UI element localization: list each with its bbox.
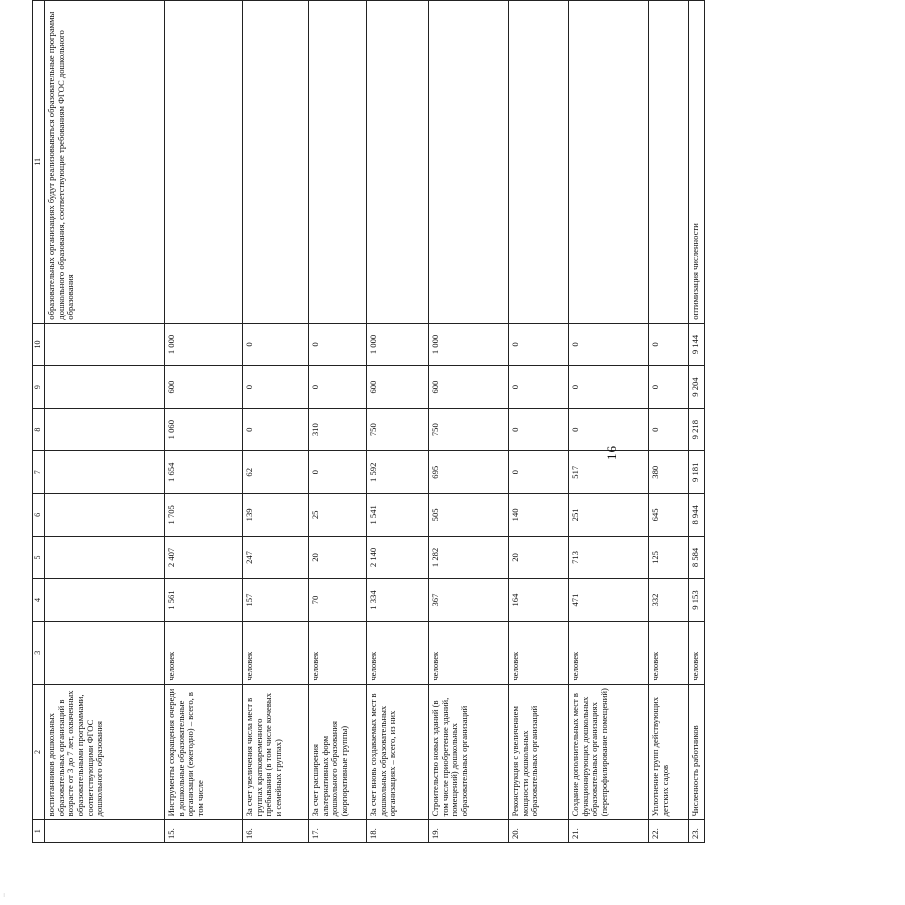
value-cell: 1 561	[165, 579, 243, 622]
value-cell: 1 060	[165, 408, 243, 451]
value-cell: 9 153	[689, 579, 705, 622]
value-cell: 0	[509, 323, 569, 366]
value-cell: 600	[165, 366, 243, 409]
value-cell	[45, 408, 165, 451]
value-cell: 517	[569, 451, 649, 494]
value-cell: 0	[509, 451, 569, 494]
value-cell: 0	[649, 408, 689, 451]
value-cell: 750	[429, 408, 509, 451]
unit-cell: человек	[367, 621, 429, 684]
header-cell: 8	[33, 408, 45, 451]
value-cell: 2 140	[367, 536, 429, 579]
value-cell: 600	[429, 366, 509, 409]
value-cell: 1 334	[367, 579, 429, 622]
note-cell	[165, 1, 243, 324]
unit-cell: человек	[569, 621, 649, 684]
corner-mark: ··	[2, 893, 8, 897]
unit-cell: человек	[309, 621, 367, 684]
value-cell: 1 000	[367, 323, 429, 366]
header-cell: 9	[33, 366, 45, 409]
note-cell: образовательных организациях будут реализовываться образовательные программы дошкольного образования, соответствующие требованиям ФГОС дошкольного образования	[45, 1, 165, 324]
indicator-name: За счет расширения альтернативных форм дошкольного образования (корпоративные группы)	[309, 684, 367, 820]
row-number: 19.	[429, 820, 509, 843]
table-row	[309, 1, 367, 843]
unit-cell	[45, 621, 165, 684]
value-cell: 0	[569, 408, 649, 451]
value-cell: 1 654	[165, 451, 243, 494]
value-cell: 367	[429, 579, 509, 622]
value-cell: 20	[309, 536, 367, 579]
value-cell: 0	[569, 366, 649, 409]
value-cell: 70	[309, 579, 367, 622]
header-cell: 6	[33, 494, 45, 537]
value-cell: 125	[649, 536, 689, 579]
indicator-name: Инструменты сокращения очереди в дошкольные образовательные организации (ежегодно) – всего, в том числе	[165, 684, 243, 820]
value-cell: 20	[509, 536, 569, 579]
value-cell: 9 204	[689, 366, 705, 409]
row-number: 22.	[649, 820, 689, 843]
indicator-name: Строительство новых зданий (в том числе приобретение зданий, помещений) дошкольных образовательных организаций	[429, 684, 509, 820]
value-cell: 251	[569, 494, 649, 537]
row-number: 21.	[569, 820, 649, 843]
header-cell: 4	[33, 579, 45, 622]
header-cell: 5	[33, 536, 45, 579]
value-cell: 1 592	[367, 451, 429, 494]
value-cell: 0	[309, 366, 367, 409]
value-cell: 0	[569, 323, 649, 366]
value-cell: 139	[243, 494, 309, 537]
value-cell: 1 000	[165, 323, 243, 366]
value-cell: 310	[309, 408, 367, 451]
value-cell	[45, 494, 165, 537]
header-cell: 1	[33, 820, 45, 843]
indicator-name: Создание дополнительных мест в функционирующих дошкольных образовательных организациях (перепрофилирование помещений)	[569, 684, 649, 820]
value-cell: 2 407	[165, 536, 243, 579]
value-cell: 645	[649, 494, 689, 537]
value-cell: 750	[367, 408, 429, 451]
indicator-name: Реконструкция с увеличением мощности дошкольных образовательных организаций	[509, 684, 569, 820]
note-cell	[649, 1, 689, 324]
value-cell	[45, 323, 165, 366]
value-cell: 0	[649, 323, 689, 366]
value-cell: 0	[309, 451, 367, 494]
header-cell: 2	[33, 684, 45, 820]
note-cell: оптимизация численности	[689, 1, 705, 324]
note-cell	[509, 1, 569, 324]
value-cell: 0	[649, 366, 689, 409]
value-cell: 0	[309, 323, 367, 366]
value-cell: 9 144	[689, 323, 705, 366]
value-cell: 25	[309, 494, 367, 537]
row-number: 20.	[509, 820, 569, 843]
value-cell: 1 541	[367, 494, 429, 537]
table-row	[649, 1, 689, 843]
value-cell: 9 181	[689, 451, 705, 494]
page-number: 16	[604, 445, 619, 460]
table-row	[429, 1, 509, 843]
row-number: 18.	[367, 820, 429, 843]
table-row	[165, 1, 243, 843]
value-cell: 1 705	[165, 494, 243, 537]
value-cell: 62	[243, 451, 309, 494]
value-cell: 505	[429, 494, 509, 537]
value-cell: 164	[509, 579, 569, 622]
value-cell	[45, 536, 165, 579]
value-cell	[45, 451, 165, 494]
table-row	[509, 1, 569, 843]
note-cell	[429, 1, 509, 324]
value-cell: 380	[649, 451, 689, 494]
value-cell: 0	[243, 408, 309, 451]
value-cell: 600	[367, 366, 429, 409]
row-number: 17.	[309, 820, 367, 843]
unit-cell: человек	[243, 621, 309, 684]
indicator-name: Уплотнение групп действующих детских садов	[649, 684, 689, 820]
unit-cell: человек	[165, 621, 243, 684]
indicator-name: Численность работников	[689, 684, 705, 820]
note-cell	[309, 1, 367, 324]
value-cell: 0	[243, 323, 309, 366]
value-cell: 332	[649, 579, 689, 622]
value-cell: 8 944	[689, 494, 705, 537]
header-cell: 3	[33, 621, 45, 684]
indicator-name: За счет увеличения числа мест в группах кратковременного пребывания (в том числе кочевых и семейных группах)	[243, 684, 309, 820]
table-row	[45, 1, 165, 843]
value-cell: 0	[243, 366, 309, 409]
value-cell: 9 218	[689, 408, 705, 451]
value-cell: 8 584	[689, 536, 705, 579]
value-cell	[45, 366, 165, 409]
value-cell	[45, 579, 165, 622]
value-cell: 0	[509, 408, 569, 451]
table-row	[243, 1, 309, 843]
row-number: 23.	[689, 820, 705, 843]
indicator-name: За счет вновь создаваемых мест в дошкольных образовательных организациях – всего, из них	[367, 684, 429, 820]
value-cell: 140	[509, 494, 569, 537]
indicator-name: воспитанников дошкольных образовательных организаций в возрасте от 3 до 7 лет, охваченных образовательными программами, соответствующими ФГОС дошкольного образования	[45, 684, 165, 820]
row-number: 15.	[165, 820, 243, 843]
value-cell: 1 000	[429, 323, 509, 366]
unit-cell: человек	[689, 621, 705, 684]
value-cell: 471	[569, 579, 649, 622]
value-cell: 713	[569, 536, 649, 579]
header-cell: 10	[33, 323, 45, 366]
row-number	[45, 820, 165, 843]
header-cell: 11	[33, 1, 45, 324]
unit-cell: человек	[429, 621, 509, 684]
unit-cell: человек	[509, 621, 569, 684]
unit-cell: человек	[649, 621, 689, 684]
note-cell	[243, 1, 309, 324]
note-cell	[367, 1, 429, 324]
header-row	[33, 1, 45, 843]
value-cell: 1 282	[429, 536, 509, 579]
value-cell: 0	[509, 366, 569, 409]
table-row	[689, 1, 705, 843]
value-cell: 247	[243, 536, 309, 579]
header-cell: 7	[33, 451, 45, 494]
table-row	[367, 1, 429, 843]
row-number: 16.	[243, 820, 309, 843]
value-cell: 157	[243, 579, 309, 622]
value-cell: 695	[429, 451, 509, 494]
